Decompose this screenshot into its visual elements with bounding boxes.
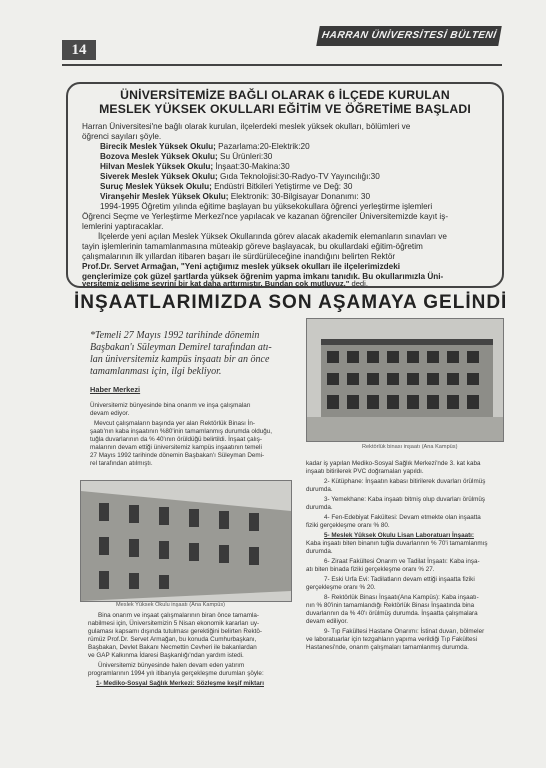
- building-photo-illustration: [81, 481, 291, 601]
- school-name: Birecik Meslek Yüksek Okulu;: [100, 142, 216, 151]
- text-line: devam ediyor.: [90, 410, 130, 417]
- text-line: devam ediliyor.: [306, 618, 348, 625]
- text-line: Üniversitemiz bünyesinde halen devam eden yatırım: [98, 662, 245, 669]
- text-line: duvarlarının da % 40'ı örülmüş durumda. İnşaatta çalışmalara: [306, 610, 478, 617]
- intro-line1: Harran Üniversitesi'ne bağlı olarak kurulan, ilçelerdeki meslek yüksek okulları, bölümleri ve: [82, 122, 411, 131]
- school-siverek: [100, 172, 380, 182]
- school-name: Viranşehir Meslek Yüksek Okulu;: [100, 192, 229, 201]
- text-line: Hastanesi'nde, onarım çalışmaları tamamlanmış durumda.: [306, 644, 469, 651]
- para1-line3: lemlerini yaptıracaklar.: [82, 222, 164, 231]
- school-name: Bozova Meslek Yüksek Okulu;: [100, 152, 218, 161]
- school-name: Siverek Meslek Yüksek Okulu;: [100, 172, 218, 181]
- school-bozova: [100, 152, 272, 162]
- text-line: durumda.: [306, 548, 333, 555]
- text-line: ve laboratuarlar için tezgahların yapıma verildiği Tıp Fakültesi: [306, 636, 478, 643]
- school-birecik: [100, 142, 310, 152]
- school-detail: Pazarlama:20-Elektrik:20: [215, 142, 310, 151]
- text-line: Bina onarım ve inşaat çalışmalarının biran önce tamamla-: [98, 612, 259, 619]
- para2-line2: tayin işlemlerinin tamamlanmasına müteakip göreve başlayacak, bu okullardaki eğitim-öğretim: [82, 242, 423, 251]
- school-detail: İnşaat:30-Makina:30: [213, 162, 290, 171]
- school-detail: Su Ürünleri:30: [217, 152, 273, 161]
- para1-line2: Öğrenci Seçme ve Yerleştirme Merkezi'nce yapılacak ve kazanan öğrenciler Üniversitemizde kayıt iş-: [82, 212, 449, 221]
- text-line: Mevcut çalışmaların başında yer alan Rektörlük Binası İn-: [94, 420, 255, 427]
- newsletter-header: HARRAN ÜNİVERSİTESİ BÜLTENİ: [316, 26, 502, 46]
- school-name: Hilvan Meslek Yüksek Okulu;: [100, 162, 214, 171]
- lead-line4: tamamlanması için, ilgi bekliyor.: [90, 366, 222, 377]
- announcement-title-line1: ÜNİVERSİTEMİZE BAĞLI OLARAK 6 İLÇEDE KURULAN: [120, 88, 450, 102]
- text-line: programlarının 1994 yılı itibarıyla gerçekleşme durumları şöyle:: [88, 670, 264, 677]
- quote-line1: [82, 262, 400, 272]
- quote-line3: [82, 279, 368, 289]
- text-line: fiziki gerçekleşme oranı % 80.: [306, 522, 390, 529]
- intro-line2: öğrenci sayıları şöyle.: [82, 132, 162, 141]
- page-number: 14: [62, 40, 96, 60]
- school-detail: Gıda Teknolojisi:30-Radyo-TV Yayıncılığı:30: [217, 172, 380, 181]
- school-name: Suruç Meslek Yüksek Okulu;: [100, 182, 212, 191]
- text-line: 1- Mediko-Sosyal Sağlık Merkezi: Sözleşme keşif miktarı: [96, 680, 264, 687]
- announcement-title-line2: MESLEK YÜKSEK OKULLARI EĞİTİM VE ÖĞRETİME BAŞLADI: [99, 102, 471, 116]
- announcement-title: [70, 88, 500, 116]
- lead-line3: lan üniversitemiz kampüs inşaatı bir an önce: [90, 354, 270, 365]
- header-rule: [62, 64, 502, 66]
- text-line: 9- Tıp Fakültesi Hastane Onarımı: İstinat duvarı, bölmeler: [324, 628, 485, 635]
- photo1-caption: Rektörlük binası inşaatı (Ana Kampüs): [362, 444, 458, 450]
- text-line: tuğla duvarlarının da % 40'ının örüldüğü belirtildi. İnşaat çalış-: [90, 436, 263, 443]
- text-line: şaatı'nın kaba inşaatının %80'inin tamamlanmış durumda olduğu,: [90, 428, 272, 435]
- lead-line2: Başbakan'ı Süleyman Demirel tarafından atı-: [90, 342, 272, 353]
- text-line: durumda.: [306, 504, 333, 511]
- text-line: gulaması kapsamı dışında tutulması gerektiğini belirten Rektö-: [88, 628, 262, 635]
- para2-line3-text: çalışmalarının ilk yıllardan itibaren başarı ile sürdürüleceğine inandığını belirten Rektör: [82, 252, 396, 261]
- school-suruc: [100, 182, 352, 192]
- para1-line1: 1994-1995 Öğretim yılında eğitime başlayan bu yüksekokullara öğrenci yerleştirme işlemleri: [100, 202, 433, 211]
- text-line: 8- Rektörlük Binası İnşaatı(Ana Kampüs): Kaba inşaatı-: [324, 594, 479, 601]
- school-hilvan: [100, 162, 290, 172]
- text-line: Kaba inşaatı biten binanın tuğla duvarlarının % 70'i tamamlanmış: [306, 540, 488, 547]
- text-line: 4- Fen-Edebiyat Fakültesi: Devam etmekte olan inşaatta: [324, 514, 481, 521]
- school-detail: Elektronik: 30-Bilgisayar Donanımı: 30: [228, 192, 371, 201]
- building-photo-illustration: [307, 319, 503, 441]
- text-line: rümüz Prof.Dr. Servet Armağan, bu konuda Cumhurbaşkanı,: [88, 636, 257, 643]
- quote-part1: "Yeni açtığımız meslek yüksek okulları ile ilçelerimizdeki: [180, 262, 401, 271]
- article-title: İNŞAATLARIMIZDA SON AŞAMAYA GELİNDİ: [74, 292, 508, 313]
- text-line: malarının devam ettiği üniversitemiz kampüs inşaatının temeli: [90, 444, 262, 451]
- said-text: dedi.: [349, 279, 368, 288]
- text-line: Başbakan, Devlet Bakanı Necmettin Cevheri ile bakanlardan: [88, 644, 257, 651]
- text-line: ve GAP Kalkınma İdaresi Başkanlığı'ndan yardım istedi.: [88, 652, 244, 659]
- text-line: 27 Mayıs 1992 tarihinde dönemin Başbakan'ı Süleyman Demi-: [90, 452, 265, 459]
- text-line: rel tarafından atılmıştı.: [90, 460, 153, 467]
- rectorate-construction-photo: [306, 318, 504, 442]
- text-line: 5- Meslek Yüksek Okulu Lisan Laboratuarı İnşaatı:: [324, 532, 475, 539]
- text-line: atı biten binada fiziki gerçekleşme oranı % 27.: [306, 566, 435, 573]
- lead-line1: *Temeli 27 Mayıs 1992 tarihinde dönemin: [90, 330, 260, 341]
- text-line: inşaatı bitirilerek PVC doğramaları yapıldı.: [306, 468, 424, 475]
- text-line: Üniversitemiz bünyesinde bina onarım ve inşa çalışmaları: [90, 402, 251, 409]
- text-line: 7- Eski Urfa Evi: Tadilatların devam ettiği inşaatta fiziki: [324, 576, 475, 583]
- text-line: nın % 80'inin tamamlandığı Rektörlük Binası İnşaatında bina: [306, 602, 475, 609]
- rector-name: Prof.Dr. Servet Armağan,: [82, 262, 179, 271]
- photo2-caption: Meslek Yüksek Okulu inşaatı (Ana Kampüs): [116, 602, 226, 608]
- text-line: 3- Yemekhane: Kaba inşaatı bitmiş olup duvarları örülmüş: [324, 496, 486, 503]
- quote-part2: gençlerimize çok güzel şartlarda yüksek öğrenim yapma imkanı tanıdık. Bu okullarımızla Üni-: [82, 272, 444, 281]
- vocational-school-construction-photo: [80, 480, 292, 602]
- text-line: 6- Ziraat Fakültesi Onarım ve Tadilat İnşaatı: Kaba inşa-: [324, 558, 480, 565]
- text-line: gerçekleşme oranı % 20.: [306, 584, 376, 591]
- para2-line1: İlçelerde yeni açılan Meslek Yüksek Okullarında görev alacak akademik elemanların sınavları ve: [98, 232, 447, 241]
- school-viransehir: [100, 192, 370, 202]
- quote-part3: versitemiz gelişme seyrini bir kat daha arttırmıştır. Bundan çok mutluyuz.": [82, 279, 350, 288]
- text-line: 2- Kütüphane: İnşaatın kabası bitirilerek duvarları örülmüş: [324, 478, 486, 485]
- byline: Haber Merkezi: [90, 385, 141, 394]
- school-detail: Endüstri Bitkileri Yetiştirme ve Değ: 30: [211, 182, 353, 191]
- text-line: durumda.: [306, 486, 333, 493]
- para2-line3: [82, 252, 395, 262]
- text-line: nabilmesi için, Üniversitemizin 5 Nisan ekonomik kararları uy-: [88, 620, 260, 627]
- text-line: kadar iş yapılan Mediko-Sosyal Sağlık Merkezi'nde 3. kat kaba: [306, 460, 481, 467]
